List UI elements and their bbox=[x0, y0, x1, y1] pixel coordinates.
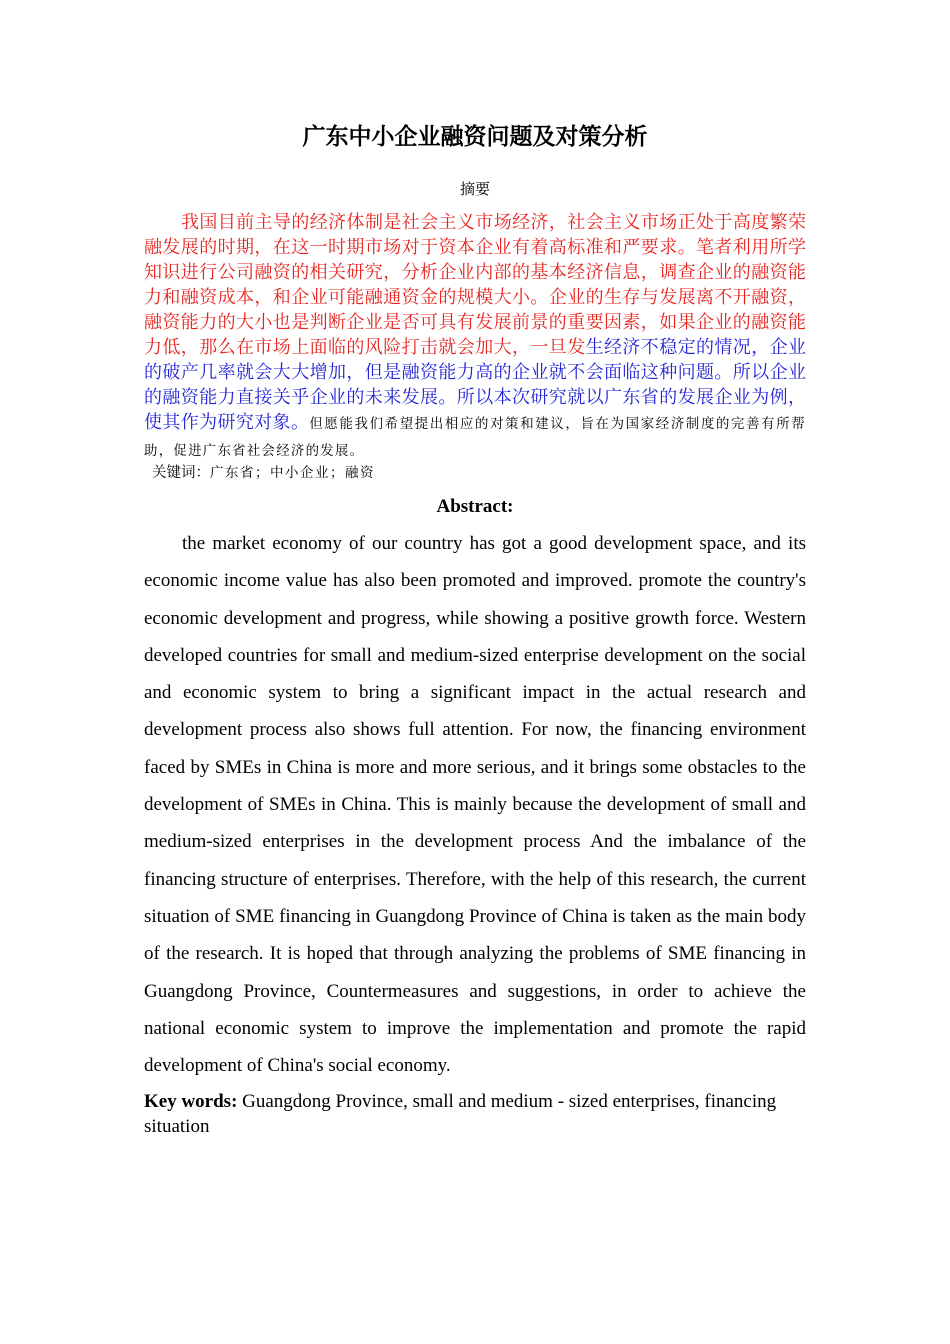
abstract-en-heading: Abstract: bbox=[436, 496, 514, 517]
document-title: 广东中小企业融资问题及对策分析 bbox=[302, 124, 648, 150]
keywords-cn-values: 广东省；中小企业；融资 bbox=[210, 465, 375, 481]
abstract-cn-text-note: 但愿能我们希望提出相应的对策和建议，旨在为国家经济制度的完善有所帮助，促进广东省社会经济的发展。 bbox=[144, 417, 806, 459]
keywords-en-values: Guangdong Province, small and medium - sized enterprises, financing situation bbox=[144, 1091, 777, 1137]
abstract-cn-text-red: 我国目前主导的经济体制是社会主义市场经济，社会主义市场正处于高度繁荣融发展的时期，在这一时期市场对于资本企业有着高标准和严要求。笔者利用所学知识进行公司融资的相关研究，分析企业内部的基本经济信息，调查企业的融资能力和融资成本，和企业可能融通资金的规模大小。企业的生存与发展离不开融资，融资能力的大小也是判断企业是否可具有发展前景的重要因素，如果企业的融资能力低，那么在市场上面临的风险打击就会加大，一旦发 bbox=[144, 212, 806, 358]
keywords-en bbox=[144, 1089, 806, 1139]
keywords-cn bbox=[152, 462, 806, 484]
abstract-cn-heading: 摘要 bbox=[459, 180, 490, 198]
abstract-cn-text-blue: 生经济不稳定的情况，企业的破产几率就会大大增加，但是融资能力高的企业就不会面临这种问题。所以企业的融资能力直接关乎企业的未来发展。所以本次研究就以广东省的发展企业为例，使其作为研究对象。 bbox=[144, 337, 807, 433]
keywords-en-label: Key words: bbox=[144, 1091, 238, 1112]
keywords-cn-label: 关键词： bbox=[152, 465, 210, 481]
abstract-cn-paragraph bbox=[144, 210, 806, 464]
abstract-en-paragraph: the market economy of our country has got a good development space, and its economic income value has also been promoted and improved. promote the country's economic development and progress, while showing a positive growth force. Western developed countries for small and medium-sized enterprise development on the social and economic system to bring a significant impact in the actual research and development process also shows full attention. For now, the financing environment faced by SMEs in China is more and more serious, and it brings some obstacles to the development of SMEs in China. This is mainly because the development of small and medium-sized enterprises in the development process And the imbalance of the financing structure of enterprises. Therefore, with the help of this research, the current situation of SME financing in Guangdong Province of China is taken as the main body of the research. It is hoped that through analyzing the problems of SME financing in Guangdong Province, Countermeasures and suggestions, in order to achieve the national economic system to improve the implementation and promote the rapid development of China's social economy. bbox=[144, 533, 806, 1077]
